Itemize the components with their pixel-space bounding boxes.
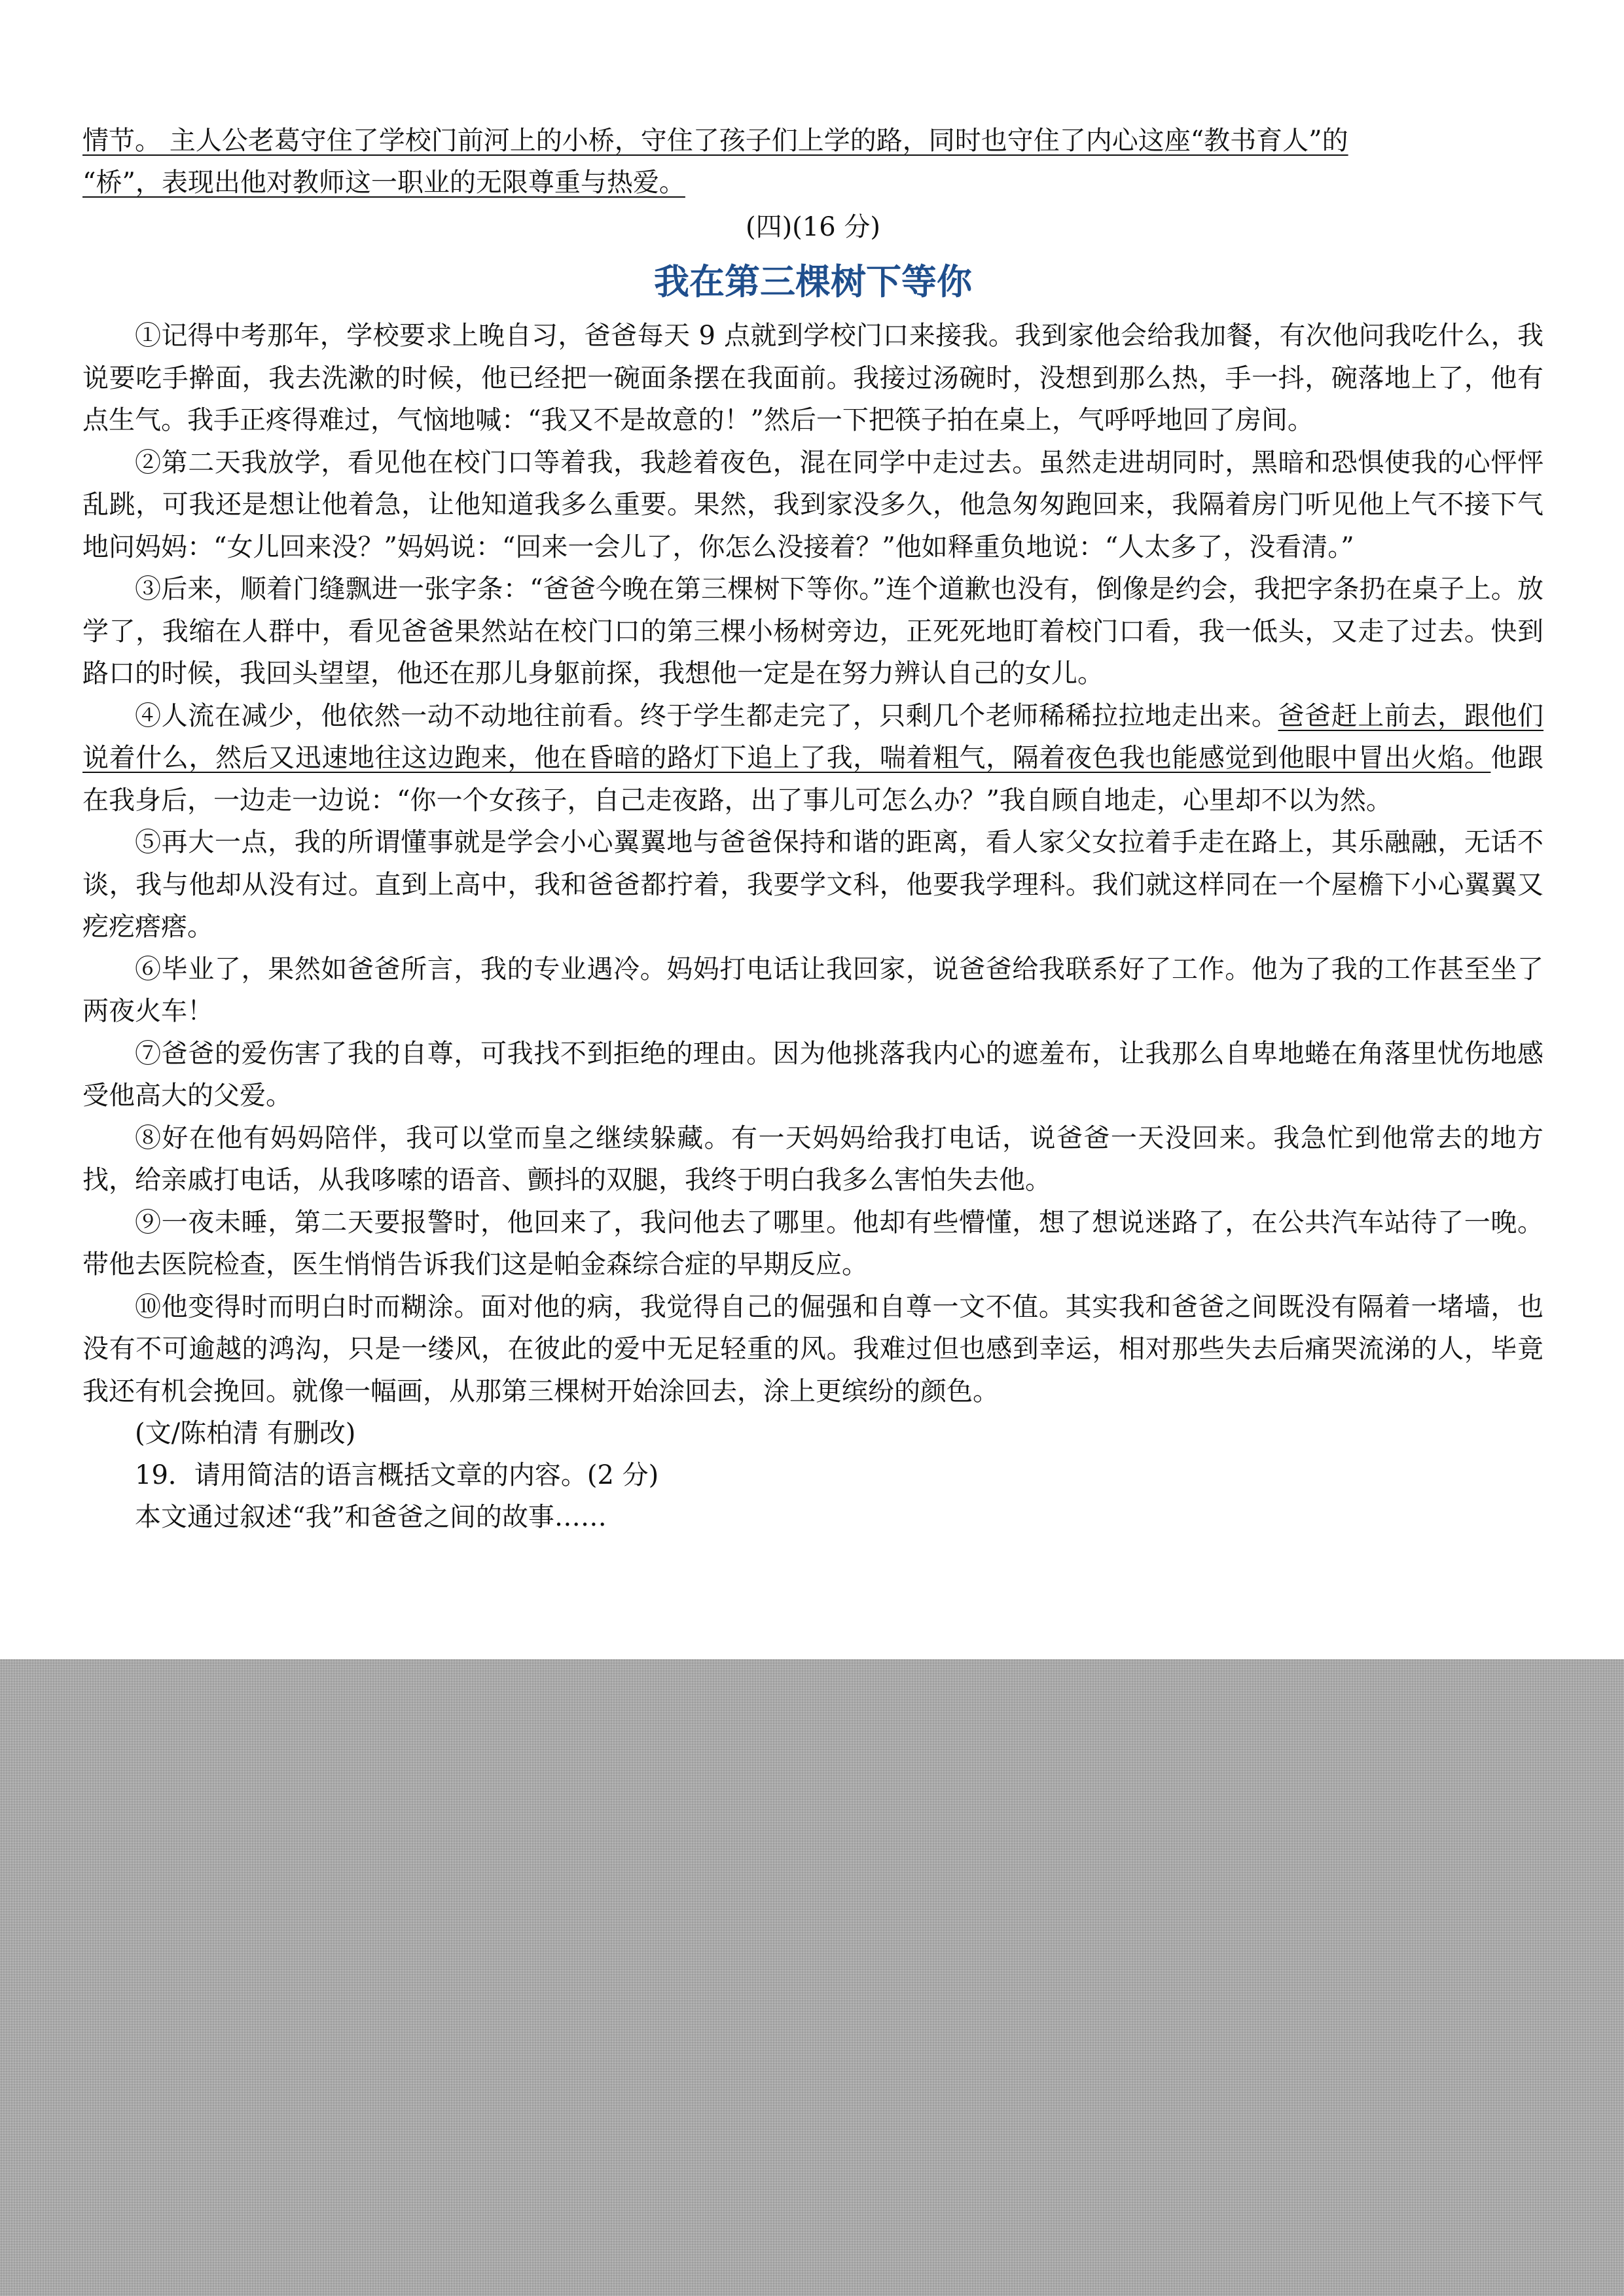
answer-partial-cutoff: 本文通过叙述“我”和爸爸之间的故事…… <box>135 1502 607 1532</box>
paragraph-5: ⑤再大一点，我的所谓懂事就是学会小心翼翼地与爸爸保持和谐的距离，看人家父女拉着手走在路上，其乐融融，无话不谈，我与他却从没有过。直到上高中，我和爸爸都拧着，我要学文科，他要我学理科。我们就这样同在一个屋檐下小心翼翼又疙疙瘩瘩。 <box>82 827 1543 942</box>
paragraph-4-end: 他跟在我身后，一边走一边说：“你一个女孩子，自己走夜路，出了事儿可怎么办？”我自顾自地走，心里却不以为然。 <box>82 743 1543 816</box>
paragraph-3: ③后来，顺着门缝飘进一张字条：“爸爸今晚在第三棵树下等你。”连个道歉也没有，倒像是约会，我把字条扔在桌子上。放学了，我缩在人群中，看见爸爸果然站在校门口的第三棵小杨树旁边，正死死地盯着校门口看，我一低头，又走了过去。快到路口的时候，我回头望望，他还在那儿身躯前探，我想他一定是在努力辨认自己的女儿。 <box>82 574 1543 689</box>
page-content <box>82 120 1544 1532</box>
paragraph-2: ②第二天我放学，看见他在校门口等着我，我趁着夜色，混在同学中走过去。虽然走进胡同时，黑暗和恐惧使我的心怦怦乱跳，可我还是想让他着急，让他知道我多么重要。果然，我到家没多久，他急匆匆跑回来，我隔着房门听见他上气不接下气地问妈妈：“女儿回来没？”妈妈说：“回来一会儿了，你怎么没接着？”他如释重负地说：“人太多了，没看清。” <box>82 447 1543 562</box>
intro-text-2: “桥”，表现出他对教师这一职业的无限尊重与热爱。 <box>82 168 685 198</box>
intro-text-b: 主人公老葛守住了学校门前河上的小桥，守住了孩子们上学的路，同时也守住了内心这座“教书育人”的 <box>161 126 1348 156</box>
paragraph-4-start: ④人流在减少，他依然一动不动地往前看。终于学生都走完了，只剩几个老师稀稀拉拉地走出来。 <box>135 700 1278 731</box>
article-title: 我在第三棵树下等你 <box>654 261 972 302</box>
paragraph-7: ⑦爸爸的爱伤害了我的自尊，可我找不到拒绝的理由。因为他挑落我内心的遮羞布，让我那么自卑地蜷在角落里忧伤地感受他高大的父爱。 <box>82 1038 1543 1111</box>
paragraph-8: ⑧好在他有妈妈陪伴，我可以堂而皇之继续躲藏。有一天妈妈给我打电话，说爸爸一天没回来。我急忙到他常去的地方找，给亲戚打电话，从我哆嗦的语音、颤抖的双腿，我终于明白我多么害怕失去他。 <box>82 1122 1543 1195</box>
intro-text-a: 情节。 <box>82 126 161 156</box>
article-credit: (文/陈柏清 有删改) <box>135 1418 356 1448</box>
paragraph-4-underlined: 爸爸赶上前去，跟他们说着什么，然后又迅速地往这边跑来，他在昏暗的路灯下追上了我，喘着粗气，隔着夜色我也能感觉到他眼中冒出火焰。 <box>82 700 1544 773</box>
paragraph-10: ⑩他变得时而明白时而糊涂。面对他的病，我觉得自己的倔强和自尊一文不值。其实我和爸爸之间既没有隔着一堵墙，也没有不可逾越的鸿沟，只是一缕风，在彼此的爱中无足轻重的风。我难过但也感到幸运，相对那些失去后痛哭流涕的人，毕竟我还有机会挽回。就像一幅画，从那第三棵树开始涂回去，涂上更缤纷的颜色。 <box>82 1291 1543 1407</box>
answer-intro-line-1 <box>82 120 1543 162</box>
answer-intro-line-2 <box>82 162 1543 204</box>
paragraph-1: ①记得中考那年，学校要求上晚自习，爸爸每天 9 点就到学校门口来接我。我到家他会给我加餐，有次他问我吃什么，我说要吃手擀面，我去洗漱的时候，他已经把一碗面条摆在我面前。我接过汤碗时，没想到那么热，手一抖，碗落地上了，他有点生气。我手正疼得难过，气恼地喊：“我又不是故意的！”然后一下把筷子拍在桌上，气呼呼地回了房间。 <box>82 321 1543 435</box>
paragraph-4 <box>82 695 1543 822</box>
paragraph-9: ⑨一夜未睡，第二天要报警时，他回来了，我问他去了哪里。他却有些懵懂，想了想说迷路了，在公共汽车站待了一晚。带他去医院检查，医生悄悄告诉我们这是帕金森综合症的早期反应。 <box>82 1207 1543 1280</box>
redaction-mask <box>0 1659 1624 2296</box>
paragraph-6: ⑥毕业了，果然如爸爸所言，我的专业遇冷。妈妈打电话让我回家，说爸爸给我联系好了工作。他为了我的工作甚至坐了两夜火车！ <box>82 954 1543 1026</box>
section-label: (四)(16 分) <box>745 212 881 242</box>
question-19: 19．请用简洁的语言概括文章的内容。(2 分) <box>135 1460 659 1490</box>
